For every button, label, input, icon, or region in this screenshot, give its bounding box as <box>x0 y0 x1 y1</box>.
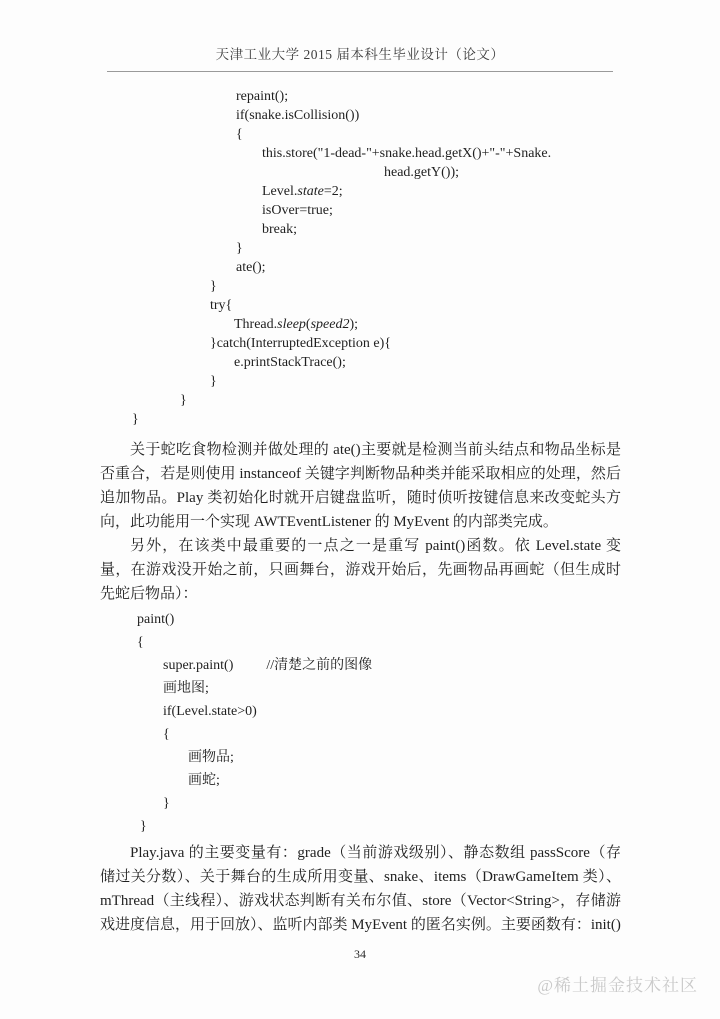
code-text: if(Level.state>0) <box>163 704 257 719</box>
code-line <box>100 769 621 792</box>
code-line <box>100 258 621 277</box>
code-text: isOver=true; <box>262 203 333 218</box>
code-line <box>100 677 621 700</box>
code-line <box>100 277 621 296</box>
code-line <box>100 163 621 182</box>
code-text: repaint(); <box>236 89 289 104</box>
code-text: if(snake.isCollision()) <box>236 108 360 123</box>
code-line <box>100 815 621 838</box>
code-text: { <box>137 635 144 650</box>
code-line <box>100 654 621 677</box>
code-text: head.getY()); <box>384 165 460 180</box>
page-content <box>100 87 621 937</box>
code-line <box>100 220 621 239</box>
code-text: 画蛇; <box>188 773 220 788</box>
code-line <box>100 296 621 315</box>
code-text: } <box>210 374 217 389</box>
code-text: } <box>163 796 170 811</box>
code-line <box>100 182 621 201</box>
code-text: Thread. <box>234 317 278 332</box>
code-text: ); <box>349 317 359 332</box>
paragraph-play-variables: Play.java 的主要变量有：grade（当前游戏级别）、静态数组 passScore（存储过关分数）、关于舞台的生成所用变量、snake、items（DrawGameItem 类）、mThread（主线程）、游戏状态判断有关布尔值、store（Vector<String>，存储游戏进度信息，用于回放）、监听内部类 MyEvent 的匿名实例。主要函数有：init() <box>100 845 621 933</box>
code-line <box>100 125 621 144</box>
header-rule <box>107 71 613 72</box>
page-header-title: 天津工业大学 2015 届本科生毕业设计（论文） <box>215 47 505 62</box>
code-line <box>100 608 621 631</box>
code-line <box>100 87 621 106</box>
code-text: 画物品; <box>188 750 234 765</box>
code-text: }catch(InterruptedException e){ <box>210 336 391 351</box>
paragraph-ate-description: 关于蛇吃食物检测并做处理的 ate()主要就是检测当前头结点和物品坐标是否重合，若是则使用 instanceof 关键字判断物品种类并能采取相应的处理，然后追加物品。Play 类初始化时就开启键盘监听，随时侦听按键信息来改变蛇头方向，此功能用一个实现 AWTEventListener 的 MyEvent 的内部类完成。 <box>100 442 621 530</box>
code-text: ( <box>305 317 311 332</box>
code-text: break; <box>262 222 297 237</box>
watermark: @稀土掘金技术社区 <box>537 976 698 995</box>
code-text: super.paint() <box>163 658 234 673</box>
code-text: { <box>163 727 170 742</box>
code-line <box>100 410 621 429</box>
code-text: } <box>236 241 243 256</box>
code-line <box>100 700 621 723</box>
code-text: Level. <box>262 184 298 199</box>
code-line <box>100 391 621 410</box>
code-line <box>100 353 621 372</box>
code-text: speed2 <box>310 317 350 332</box>
code-text: } <box>132 412 139 427</box>
code-line <box>100 315 621 334</box>
code-text: } <box>140 819 147 834</box>
code-text: =2; <box>323 184 343 199</box>
code-line <box>100 201 621 220</box>
code-text: try{ <box>210 298 233 313</box>
code-text: } <box>180 393 187 408</box>
code-line <box>100 792 621 815</box>
code-text: this.store("1-dead-"+snake.head.getX()+"-"+Snake. <box>262 146 552 161</box>
code-line <box>100 334 621 353</box>
code-text: } <box>210 279 217 294</box>
code-text: sleep <box>277 317 306 332</box>
code-text: paint() <box>137 612 175 627</box>
code-text: e.printStackTrace(); <box>234 355 346 370</box>
page-number: 34 <box>354 947 366 961</box>
code-line <box>100 106 621 125</box>
code-line <box>100 746 621 769</box>
code-text: 画地图; <box>163 681 209 696</box>
code-line <box>100 372 621 391</box>
code-line <box>100 239 621 258</box>
code-block-run-loop <box>100 87 621 429</box>
code-line <box>100 723 621 746</box>
code-text: ate(); <box>236 260 266 275</box>
code-block-paint <box>100 608 621 838</box>
paragraph-paint-description: 另外，在该类中最重要的一点之一是重写 paint()函数。依 Level.state 变量，在游戏没开始之前，只画舞台，游戏开始后，先画物品再画蛇（但生成时先蛇后物品）： <box>100 538 621 602</box>
code-text: state <box>297 184 324 199</box>
code-line <box>100 144 621 163</box>
code-text: //清楚之前的图像 <box>266 658 373 673</box>
code-line <box>100 631 621 654</box>
code-text: { <box>236 127 243 142</box>
